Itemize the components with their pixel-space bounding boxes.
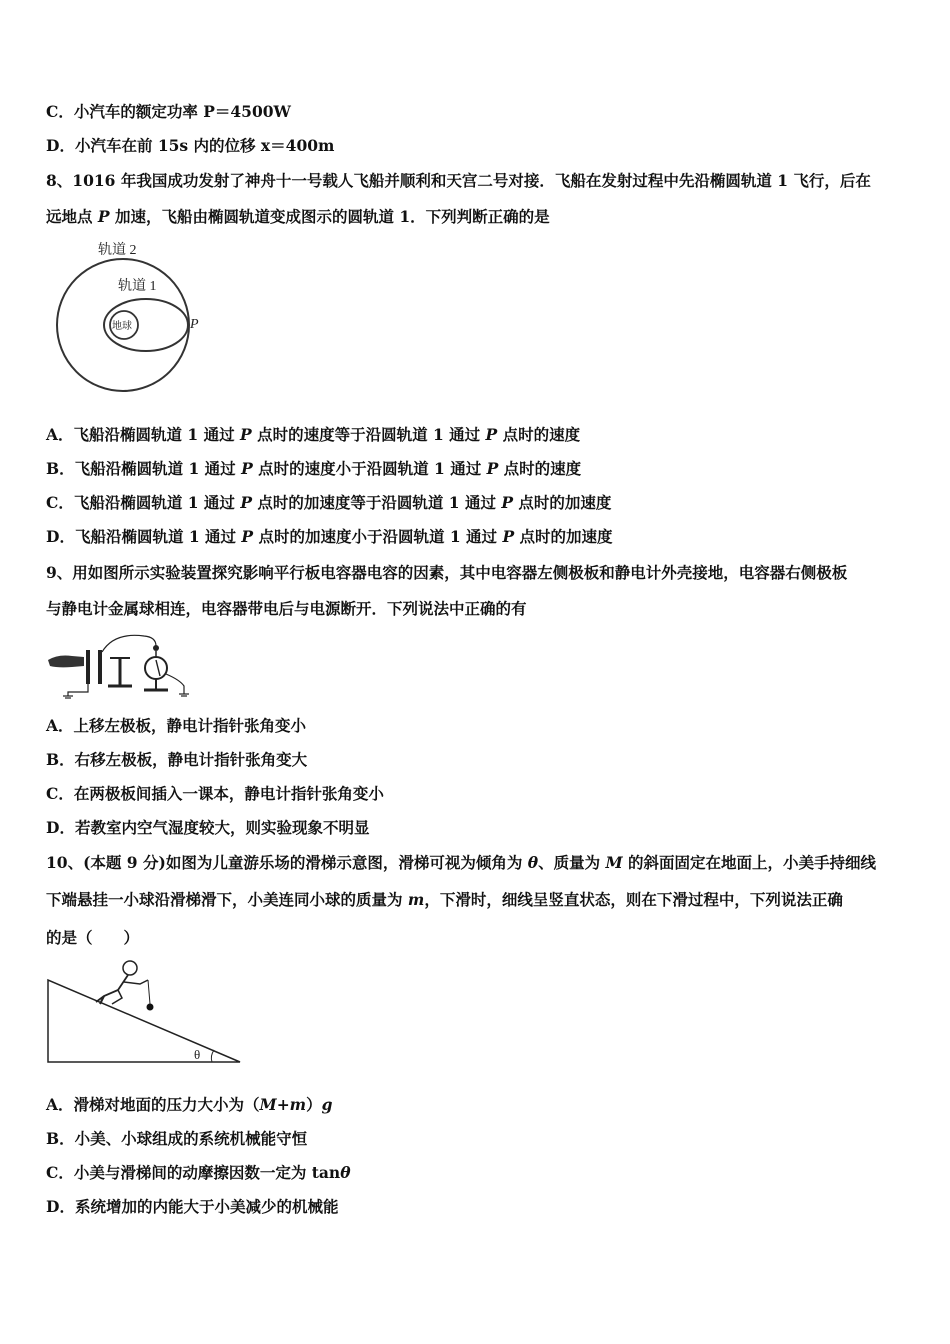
point-p-label: P bbox=[190, 317, 199, 332]
q9-option-b: B．右移左极板，静电计指针张角变大 bbox=[46, 750, 308, 769]
q10-option-b: B．小美、小球组成的系统机械能守恒 bbox=[46, 1129, 308, 1148]
q9-stem-line2: 与静电计金属球相连，电容器带电后与电源断开．下列说法中正确的有 bbox=[46, 599, 527, 618]
earth-label: 地球 bbox=[112, 321, 132, 332]
slide-diagram bbox=[44, 958, 249, 1066]
q7-option-d: D．小汽车在前 15s 内的位移 x＝400m bbox=[46, 136, 335, 155]
connecting-wire bbox=[102, 635, 156, 652]
q9-option-d: D．若教室内空气湿度较大，则实验现象不明显 bbox=[46, 818, 370, 837]
angle-label: θ bbox=[194, 1047, 201, 1062]
q10-option-c: C．小美与滑梯间的动摩擦因数一定为 tanθ bbox=[46, 1163, 351, 1182]
q8-option-d: D．飞船沿椭圆轨道 1 通过 P 点时的加速度小于沿圆轨道 1 通过 P 点时的加速度 bbox=[46, 527, 613, 546]
q10-option-d: D．系统增加的内能大于小美减少的机械能 bbox=[46, 1197, 339, 1216]
q10-stem-line3: 的是（ ） bbox=[46, 928, 140, 947]
hand-shape bbox=[48, 656, 84, 668]
ball bbox=[147, 1004, 154, 1011]
electroscope-ball bbox=[153, 645, 159, 651]
child-arm bbox=[124, 980, 148, 984]
q8-option-a: A．飞船沿椭圆轨道 1 通过 P 点时的速度等于沿圆轨道 1 通过 P 点时的速度 bbox=[46, 425, 581, 444]
right-plate bbox=[98, 650, 102, 684]
q8-stem-line1: 8、1016 年我国成功发射了神舟十一号载人飞船并顺利和天宫二号对接．飞船在发射过程中先沿椭圆轨道 1 飞行，后在 bbox=[46, 171, 871, 190]
capacitor-electroscope-diagram bbox=[44, 630, 199, 702]
q9-stem-line1: 9、用如图所示实验装置探究影响平行板电容器电容的因素，其中电容器左侧极板和静电计外壳接地，电容器右侧极板 bbox=[46, 563, 848, 582]
electroscope-needle bbox=[156, 660, 160, 676]
orbit-1-label: 轨道 1 bbox=[118, 279, 157, 294]
string-line bbox=[148, 980, 150, 1004]
child-head bbox=[123, 961, 137, 975]
q10-stem-line2: 下端悬挂一小球沿滑梯滑下，小美连同小球的质量为 m，下滑时，细线呈竖直状态，则在下滑过程中，下列说法正确 bbox=[46, 890, 843, 909]
left-plate bbox=[86, 650, 90, 684]
q8-option-c: C．飞船沿椭圆轨道 1 通过 P 点时的加速度等于沿圆轨道 1 通过 P 点时的加速度 bbox=[46, 493, 612, 512]
q7-option-c: C．小汽车的额定功率 P＝4500W bbox=[46, 102, 291, 121]
right-ground-wire bbox=[166, 674, 184, 694]
q10-option-a: A．滑梯对地面的压力大小为（M+m）g bbox=[46, 1095, 333, 1114]
child-body bbox=[96, 975, 128, 1002]
q8-stem-line2: 远地点 P 加速，飞船由椭圆轨道变成图示的圆轨道 1．下列判断正确的是 bbox=[46, 207, 550, 226]
q9-option-a: A．上移左极板，静电计指针张角变小 bbox=[46, 716, 307, 735]
orbit-2-label: 轨道 2 bbox=[98, 243, 137, 258]
left-ground-wire bbox=[68, 684, 88, 696]
incline-triangle bbox=[48, 980, 240, 1062]
q9-option-c: C．在两极板间插入一课本，静电计指针张角变小 bbox=[46, 784, 384, 803]
q8-option-b: B．飞船沿椭圆轨道 1 通过 P 点时的速度小于沿圆轨道 1 通过 P 点时的速度 bbox=[46, 459, 582, 478]
orbit-diagram bbox=[40, 236, 220, 396]
angle-arc bbox=[211, 1050, 214, 1062]
q10-stem-line1: 10、(本题 9 分)如图为儿童游乐场的滑梯示意图，滑梯可视为倾角为 θ、质量为 M 的斜面固定在地面上，小美手持细线 bbox=[46, 853, 877, 872]
